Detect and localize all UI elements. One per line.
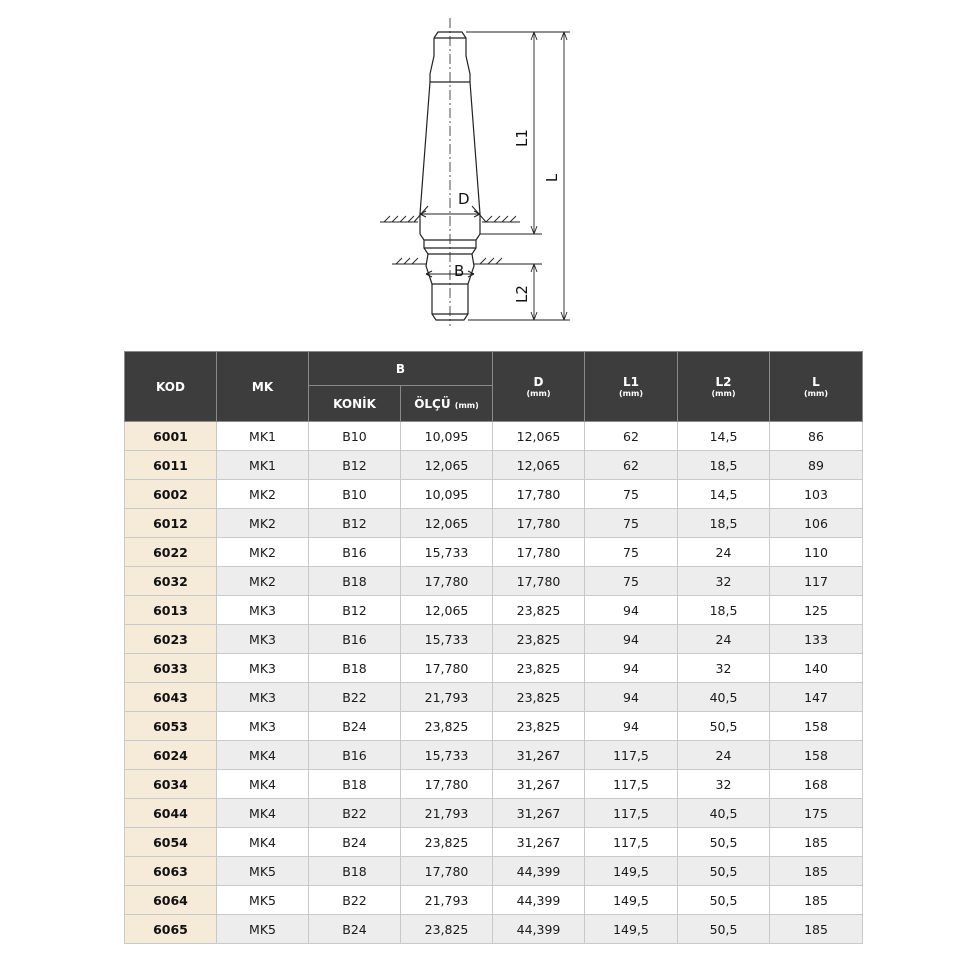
cell-kod: 6022: [125, 538, 217, 567]
cell-olcu: 12,065: [401, 509, 493, 538]
cell-l1: 149,5: [585, 915, 678, 944]
cell-d: 23,825: [493, 712, 585, 741]
cell-konik: B16: [309, 741, 401, 770]
cell-l: 89: [770, 451, 863, 480]
cell-l: 175: [770, 799, 863, 828]
cell-l2: 50,5: [678, 712, 770, 741]
cell-l2: 32: [678, 654, 770, 683]
cell-l2: 50,5: [678, 828, 770, 857]
table-row: [125, 567, 863, 596]
cell-mk: MK4: [217, 828, 309, 857]
cell-olcu: 17,780: [401, 654, 493, 683]
cell-l: 110: [770, 538, 863, 567]
cell-kod: 6011: [125, 451, 217, 480]
cell-mk: MK3: [217, 596, 309, 625]
cell-olcu: 12,065: [401, 596, 493, 625]
b-label: B: [454, 262, 465, 280]
table-row: [125, 886, 863, 915]
cell-d: 44,399: [493, 886, 585, 915]
cell-l: 125: [770, 596, 863, 625]
cell-l1: 75: [585, 567, 678, 596]
table-row: [125, 538, 863, 567]
cell-d: 23,825: [493, 596, 585, 625]
cell-l1: 94: [585, 712, 678, 741]
cell-olcu: 23,825: [401, 828, 493, 857]
cell-l2: 24: [678, 625, 770, 654]
cell-mk: MK1: [217, 451, 309, 480]
arbor-top-outline-left: [430, 38, 434, 82]
cell-olcu: 10,095: [401, 422, 493, 451]
cell-l: 86: [770, 422, 863, 451]
cell-d: 31,267: [493, 741, 585, 770]
cell-konik: B24: [309, 712, 401, 741]
cell-kod: 6024: [125, 741, 217, 770]
cell-l2: 18,5: [678, 596, 770, 625]
cell-l: 185: [770, 857, 863, 886]
cell-l1: 62: [585, 451, 678, 480]
header-kod: KOD: [125, 352, 217, 422]
cell-l1: 94: [585, 625, 678, 654]
cell-l2: 50,5: [678, 886, 770, 915]
cell-olcu: 15,733: [401, 625, 493, 654]
cell-d: 23,825: [493, 625, 585, 654]
header-l1: [585, 352, 678, 422]
cell-konik: B16: [309, 538, 401, 567]
cell-l: 185: [770, 828, 863, 857]
header-l1-label: L1: [623, 374, 639, 389]
l-label: L: [543, 173, 561, 183]
header-l-label: L: [812, 374, 820, 389]
cell-mk: MK3: [217, 654, 309, 683]
table-row: [125, 509, 863, 538]
cell-konik: B22: [309, 799, 401, 828]
table-row: [125, 596, 863, 625]
cell-l1: 94: [585, 683, 678, 712]
cell-konik: B18: [309, 857, 401, 886]
cell-mk: MK3: [217, 712, 309, 741]
cell-kod: 6002: [125, 480, 217, 509]
header-l1-unit: (mm): [619, 388, 643, 398]
cell-l2: 50,5: [678, 857, 770, 886]
cell-kod: 6034: [125, 770, 217, 799]
cell-konik: B22: [309, 683, 401, 712]
cell-konik: B12: [309, 509, 401, 538]
cell-l1: 94: [585, 654, 678, 683]
cell-l1: 75: [585, 509, 678, 538]
cell-olcu: 12,065: [401, 451, 493, 480]
cell-d: 23,825: [493, 683, 585, 712]
cell-l1: 75: [585, 538, 678, 567]
header-mk: MK: [217, 352, 309, 422]
header-d: [493, 352, 585, 422]
cell-kod: 6023: [125, 625, 217, 654]
cell-kod: 6013: [125, 596, 217, 625]
cell-kod: 6064: [125, 886, 217, 915]
d-label: D: [458, 190, 470, 208]
cell-l2: 24: [678, 741, 770, 770]
cell-kod: 6044: [125, 799, 217, 828]
cell-konik: B18: [309, 567, 401, 596]
header-l-unit: (mm): [804, 388, 828, 398]
cell-d: 23,825: [493, 654, 585, 683]
cell-d: 44,399: [493, 915, 585, 944]
cell-l: 133: [770, 625, 863, 654]
table-row: [125, 422, 863, 451]
cell-konik: B10: [309, 422, 401, 451]
cell-l: 106: [770, 509, 863, 538]
cell-mk: MK4: [217, 799, 309, 828]
arbor-drawing-svg: [370, 8, 590, 328]
header-b: B: [309, 352, 493, 386]
cell-konik: B24: [309, 915, 401, 944]
cell-mk: MK2: [217, 480, 309, 509]
cell-mk: MK2: [217, 567, 309, 596]
table-header: [125, 352, 863, 422]
cell-l2: 18,5: [678, 509, 770, 538]
table-row: [125, 770, 863, 799]
cell-konik: B18: [309, 654, 401, 683]
cell-konik: B18: [309, 770, 401, 799]
cell-l1: 117,5: [585, 799, 678, 828]
cell-olcu: 10,095: [401, 480, 493, 509]
cell-d: 31,267: [493, 799, 585, 828]
cell-mk: MK4: [217, 770, 309, 799]
cell-konik: B22: [309, 886, 401, 915]
header-olcu: [401, 386, 493, 422]
cell-d: 12,065: [493, 422, 585, 451]
header-olcu-label: ÖLÇÜ: [414, 396, 451, 411]
cell-l2: 14,5: [678, 422, 770, 451]
cell-kod: 6043: [125, 683, 217, 712]
cell-l1: 117,5: [585, 741, 678, 770]
cell-konik: B12: [309, 596, 401, 625]
cell-l2: 32: [678, 770, 770, 799]
table-row: [125, 741, 863, 770]
table-row: [125, 828, 863, 857]
cell-l2: 18,5: [678, 451, 770, 480]
cell-kod: 6033: [125, 654, 217, 683]
cell-olcu: 21,793: [401, 886, 493, 915]
cell-l: 147: [770, 683, 863, 712]
cell-l1: 117,5: [585, 770, 678, 799]
cell-d: 17,780: [493, 480, 585, 509]
cell-l: 185: [770, 886, 863, 915]
cell-mk: MK3: [217, 625, 309, 654]
cell-d: 44,399: [493, 857, 585, 886]
header-l2-unit: (mm): [711, 388, 736, 398]
cell-mk: MK5: [217, 915, 309, 944]
table-row: [125, 857, 863, 886]
cell-l: 103: [770, 480, 863, 509]
header-l2: [678, 352, 770, 422]
header-olcu-unit: (mm): [454, 400, 479, 410]
cell-d: 17,780: [493, 538, 585, 567]
header-l: [770, 352, 863, 422]
arbor-top-outline-right: [434, 32, 470, 82]
header-l2-label: L2: [715, 374, 732, 389]
table-row: [125, 799, 863, 828]
cell-d: 31,267: [493, 770, 585, 799]
table-row: [125, 654, 863, 683]
spec-table: [124, 351, 863, 944]
header-d-label: D: [533, 374, 544, 389]
cell-l2: 40,5: [678, 799, 770, 828]
cell-mk: MK1: [217, 422, 309, 451]
cell-l1: 75: [585, 480, 678, 509]
l1-label: L1: [513, 129, 531, 147]
cell-mk: MK5: [217, 886, 309, 915]
l2-label: L2: [513, 285, 531, 303]
cell-d: 31,267: [493, 828, 585, 857]
header-d-unit: (mm): [526, 388, 551, 398]
cell-kod: 6065: [125, 915, 217, 944]
table-row: [125, 451, 863, 480]
cell-mk: MK3: [217, 683, 309, 712]
cell-kod: 6063: [125, 857, 217, 886]
cell-olcu: 17,780: [401, 857, 493, 886]
table-row: [125, 625, 863, 654]
cell-mk: MK2: [217, 509, 309, 538]
cell-l: 158: [770, 712, 863, 741]
cell-l: 158: [770, 741, 863, 770]
cell-konik: B16: [309, 625, 401, 654]
cell-d: 17,780: [493, 509, 585, 538]
cell-kod: 6032: [125, 567, 217, 596]
cell-l1: 149,5: [585, 886, 678, 915]
table-body: [125, 422, 863, 944]
cell-olcu: 15,733: [401, 538, 493, 567]
cell-konik: B24: [309, 828, 401, 857]
cell-l1: 117,5: [585, 828, 678, 857]
cell-l1: 62: [585, 422, 678, 451]
cell-l: 117: [770, 567, 863, 596]
cell-d: 17,780: [493, 567, 585, 596]
cell-l2: 32: [678, 567, 770, 596]
cell-l2: 14,5: [678, 480, 770, 509]
cell-mk: MK2: [217, 538, 309, 567]
cell-l: 168: [770, 770, 863, 799]
cell-kod: 6053: [125, 712, 217, 741]
cell-olcu: 23,825: [401, 712, 493, 741]
header-konik: KONİK: [309, 386, 401, 422]
table-row: [125, 683, 863, 712]
cell-mk: MK4: [217, 741, 309, 770]
cell-l: 140: [770, 654, 863, 683]
cell-kod: 6054: [125, 828, 217, 857]
table-row: [125, 712, 863, 741]
cell-olcu: 21,793: [401, 683, 493, 712]
cell-l2: 24: [678, 538, 770, 567]
cell-konik: B12: [309, 451, 401, 480]
cell-l1: 94: [585, 596, 678, 625]
cell-olcu: 15,733: [401, 741, 493, 770]
cell-l2: 50,5: [678, 915, 770, 944]
cell-olcu: 23,825: [401, 915, 493, 944]
cell-d: 12,065: [493, 451, 585, 480]
cell-olcu: 21,793: [401, 799, 493, 828]
cell-l2: 40,5: [678, 683, 770, 712]
cell-konik: B10: [309, 480, 401, 509]
table-row: [125, 480, 863, 509]
table-row: [125, 915, 863, 944]
cell-olcu: 17,780: [401, 770, 493, 799]
technical-drawing: [370, 8, 590, 328]
cell-olcu: 17,780: [401, 567, 493, 596]
cell-l1: 149,5: [585, 857, 678, 886]
cell-kod: 6001: [125, 422, 217, 451]
cell-mk: MK5: [217, 857, 309, 886]
cell-kod: 6012: [125, 509, 217, 538]
cell-l: 185: [770, 915, 863, 944]
